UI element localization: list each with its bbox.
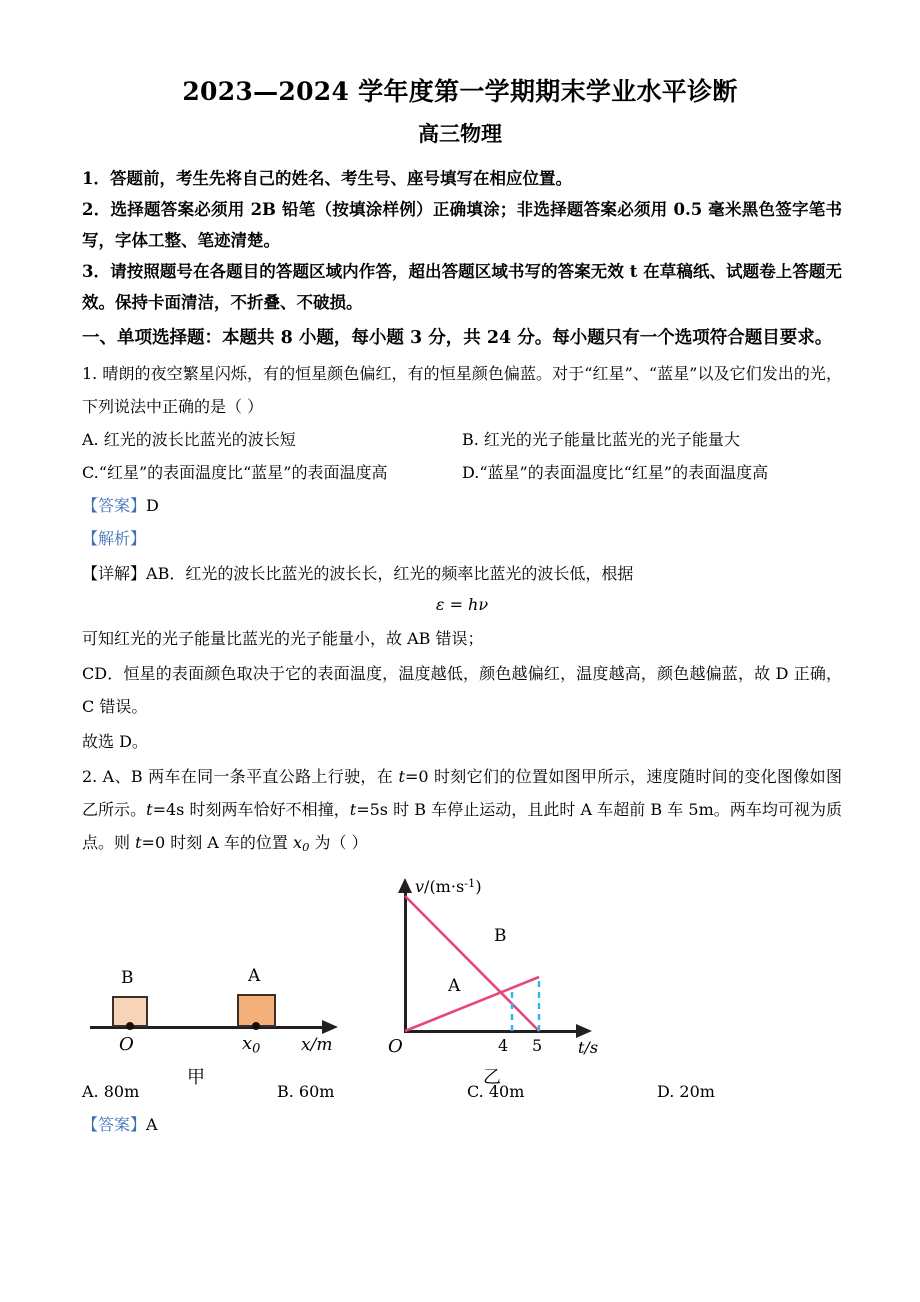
jia-x0-sub: 0 (252, 1041, 261, 1057)
page-subtitle: 高三物理 (418, 121, 502, 146)
yi-t-axis-label (578, 1038, 598, 1057)
question-1-answer (82, 489, 842, 522)
section-heading: 一、单项选择题：本题共 8 小题，每小题 3 分，共 24 分。每小题只有一个选项符合题目要求。 (82, 328, 833, 348)
curve-b-line (405, 896, 539, 1031)
q2-var-t5: t (349, 800, 357, 819)
q2-stem-part1: 2. A、B 两车在同一条平直公路上行驶，在 (82, 767, 399, 786)
q2-stem-part4: =5s 时 B 车停止运动，且此时 A 车超前 B 车 5m。两车均可视为质点。则 (82, 800, 842, 852)
question-1-detail-4: 故选 D。 (82, 732, 148, 751)
q2-stem-part5: =0 时刻 A 车的位置 (141, 833, 294, 852)
detail-text-1: AB．红光的波长比蓝光的波长长，红光的频率比蓝光的波长低，根据 (146, 564, 634, 583)
document-body (82, 163, 842, 1141)
yi-caption: 乙 (483, 1067, 501, 1089)
yi-curve-a-label: A (448, 976, 461, 997)
question-1-options (82, 423, 842, 456)
jia-x0-label (242, 1033, 260, 1057)
question-2-options (82, 1075, 842, 1108)
yi-tick-label-5: 5 (532, 1036, 543, 1056)
q2-stem-part6: 为（ ） (309, 833, 368, 852)
q2-var-t6: t (135, 833, 142, 852)
yi-tick-label-4: 4 (498, 1036, 509, 1056)
question-2-stem (82, 760, 842, 864)
answer-value: D (146, 496, 159, 515)
yi-curve-b-label: B (494, 926, 507, 947)
yi-v-close: ) (475, 877, 482, 897)
question-1-detail-1 (82, 557, 842, 590)
question-1-option-c[interactable]: C.“红星”的表面温度比“蓝星”的表面温度高 (82, 463, 388, 482)
answer-value-2: A (146, 1115, 158, 1135)
yi-t-axis-label-text: t/s (578, 1038, 599, 1058)
figure-yi-vt-graph (382, 870, 682, 1089)
photon-energy-formula: ε = hν (435, 595, 489, 614)
question-2-answer (82, 1108, 842, 1141)
q2-stem-part3: =4s 时刻两车恰好不相撞， (152, 800, 350, 819)
jia-axis-label-text: x/m (301, 1035, 333, 1056)
answer-label-2: 【答案】 (82, 1115, 147, 1135)
instruction-3: 3．请按照题号在各题目的答题区域内作答，超出答题区域书写的答案无效 t 在草稿纸、试题卷上答题无效。保持卡面清洁，不折叠、不破损。 (82, 262, 842, 312)
yi-origin-label: O (388, 1036, 403, 1058)
question-2-option-c[interactable]: C. 40m (467, 1082, 525, 1102)
q2-var-t0: t (398, 767, 405, 786)
detail-label: 【详解】 (82, 564, 147, 583)
answer-label: 【答案】 (82, 496, 147, 515)
yi-v-exponent: -1 (464, 876, 476, 891)
jia-axis-label (301, 1035, 332, 1055)
question-1-stem: 1. 晴朗的夜空繁星闪烁，有的恒星颜色偏红，有的恒星颜色偏蓝。对于“红星”、“蓝星”以及它们发出的光，下列说法中正确的是（ ） (82, 364, 842, 416)
question-1-option-d[interactable]: D.“蓝星”的表面温度比“红星”的表面温度高 (462, 463, 769, 482)
q2-stem-part2: =0 时刻它们的位置如图甲所示，速度随时间的变化图像如图乙所示。 (82, 767, 842, 819)
question-2-option-a[interactable]: A. 80m (82, 1082, 140, 1102)
yi-v-axis-label (415, 876, 482, 896)
jia-caption: 甲 (187, 1067, 205, 1089)
q2-var-t4: t (146, 800, 153, 819)
question-2-figures (82, 870, 842, 1089)
question-1-options-2 (82, 456, 842, 489)
question-1-option-a[interactable]: A. 红光的波长比蓝光的波长短 (82, 430, 296, 449)
page-title: 2023—2024 学年度第一学期期末学业水平诊断 (182, 77, 738, 106)
question-1-analysis-label (82, 522, 842, 555)
instruction-1: 1．答题前，考生先将自己的姓名、考生号、座号填写在相应位置。 (82, 169, 572, 188)
instruction-2: 2．选择题答案必须用 2B 铅笔（按填涂样例）正确填涂；非选择题答案必须用 0.5 毫米黑色签字笔书写，字体工整、笔迹清楚。 (82, 200, 842, 250)
jia-x-axis-arrow-icon (322, 1020, 338, 1034)
question-2-option-d[interactable]: D. 20m (657, 1082, 715, 1102)
jia-label-b: B (121, 968, 134, 989)
analysis-label: 【解析】 (82, 529, 147, 548)
jia-label-a: A (248, 966, 261, 987)
curve-a-line (405, 977, 539, 1031)
question-1-detail-2: 可知红光的光子能量比蓝光的光子能量小，故 AB 错误； (82, 629, 484, 648)
jia-x0-var: x (242, 1033, 253, 1055)
figure-jia-position-diagram (82, 930, 412, 1089)
question-1-option-b[interactable]: B. 红光的光子能量比蓝光的光子能量大 (462, 430, 740, 449)
yi-v-unit: /(m·s (424, 877, 465, 897)
jia-origin-label: O (119, 1034, 134, 1056)
q2-var-x0-sub: 0 (302, 840, 310, 855)
yi-v-symbol: v (415, 877, 425, 897)
question-2-option-b[interactable]: B. 60m (277, 1082, 335, 1102)
question-1-detail-3: CD．恒星的表面颜色取决于它的表面温度，温度越低，颜色越偏红，温度越高，颜色越偏蓝，故 D 正确，C 错误。 (82, 664, 842, 716)
q2-var-x0: x (293, 833, 303, 852)
